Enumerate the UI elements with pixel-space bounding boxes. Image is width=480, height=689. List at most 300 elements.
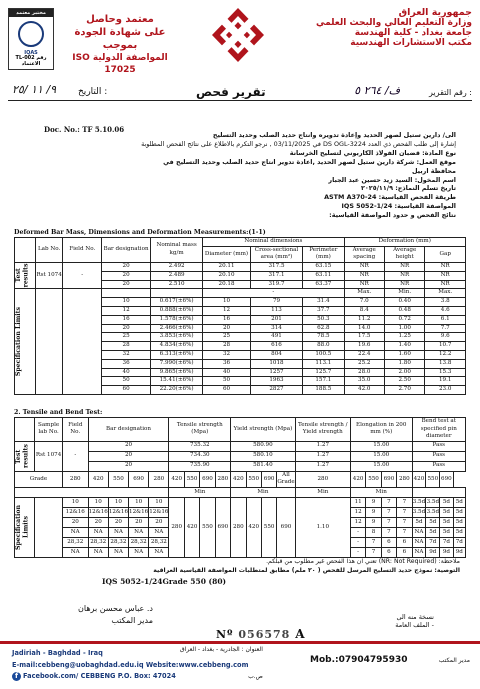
samples-received: تاريخ تسلم النماذج: ٢٠٢٥/١١/٩ [361,184,456,193]
table-cell: 550 [261,497,276,557]
table-cell: Min [295,487,350,497]
table-cell: 25.2 [344,359,384,368]
signatory-title: مدير المكتب [111,616,153,625]
footer-manager-label: مدير المكتب [438,657,470,664]
table-cell: 280 [62,471,88,487]
table-cell: 690 [129,471,149,487]
table-cell: - [350,537,365,547]
dimensions-table [14,237,466,395]
table-cell: 5d [440,497,453,507]
note-nr: ملاحظة: (NR: Not Required) تعني ان هذا الفحص غير مطلوب من قبلكم. [266,558,460,565]
table-cell: 420 [412,471,426,487]
lab-no-cell: Rst 1074 [35,262,62,288]
table-cell: 20 [88,461,169,471]
table-cell: NA [412,527,426,537]
table-cell: 420 [350,471,365,487]
request-ref: إشارة إلى طلب الفحص ذي العدد DS OGL-3224 في 03/11/2025 , نرجو التكرم بالاطلاع على نتائج الفحص المطلوبة [141,139,456,148]
table-cell: 31.4 [303,298,344,307]
table-cell: 23.0 [425,386,466,395]
table-cell: Pass [412,461,465,471]
table-cell: 12&16 [88,507,108,517]
table-cell: 5d [453,527,465,537]
report-number-value: ف/ ٢٦٤ ٥ [354,84,400,97]
table-cell: 1.40 [384,342,424,351]
table-cell: 15.00 [350,441,412,451]
table-cell: 12 [102,306,151,315]
table-row [15,441,466,451]
table-cell: 6.1 [425,315,466,324]
table-cell: 16 [102,315,151,324]
table-cell: 7d [453,537,465,547]
work-site: موقع العمل: شركة دارين ستيل لصهر الحديد ,اعادة تدوير انتاج حديد الصلب وحديد التسليح في محافظة اربيل [163,157,456,175]
table-cell: 7.990(±6%) [150,359,202,368]
table-cell: 2.50 [384,377,424,386]
limits-max: Max. [344,289,384,298]
table-cell [35,497,63,557]
report-number-label: رقم التقرير : [429,88,472,97]
table-cell: 15.00 [350,451,412,461]
table-cell: 804 [250,350,302,359]
table-cell: 36 [203,359,251,368]
table-cell: 7 [381,517,396,527]
side-label-text: Specification Limits [15,307,22,377]
table-cell: 9 [366,517,381,527]
table-cell: 20 [88,451,169,461]
table-cell: 690 [440,471,453,487]
table-cell: 690 [277,497,295,557]
serial-number: Nº 056578 A [216,627,306,641]
table-cell: 4.834(±6%) [150,342,202,351]
footer-facebook[interactable]: f Facebook.com/ CEBBENG P.O. Box: 47024 [12,671,248,683]
table-cell: NR [344,280,384,289]
col-bend-test: Bend test at specified pin diameter [412,418,465,442]
table-cell: NR [425,262,466,271]
table-cell: 2.466(±6%) [150,324,202,333]
table-cell: NA [62,547,88,557]
table-cell: 735.32 [169,441,231,451]
footer-mobile: Mob.:07904795930 [310,655,408,665]
table-cell: 1.60 [384,350,424,359]
table-cell: NR [384,280,424,289]
signatory-name: د. عباس محسن برهان [78,604,153,613]
table-cell: 12&16 [62,507,88,517]
table-cell: 550 [426,471,440,487]
footer [0,641,480,689]
table-cell: 20 [88,517,108,527]
table-cell: 9 [366,507,381,517]
table-cell: 7 [366,547,381,557]
table-cell: 420 [169,471,184,487]
table-cell: 550 [246,471,261,487]
col-area: Cross-sectional area (mm²) [250,246,302,262]
compliance-stamp: IQS 5052-1/24Grade 550 (80) [102,577,227,586]
table-cell: 32 [102,350,151,359]
limits-min: Min. [384,289,424,298]
table-cell: NA [62,527,88,537]
table-cell: 3.5d [426,507,440,517]
table-cell: 25 [102,333,151,342]
table-cell: 37.7 [303,306,344,315]
table-cell: 6 [381,537,396,547]
table-cell: 19.6 [344,342,384,351]
table-cell: 280 [231,497,246,557]
table-cell: 9.865(±6%) [150,368,202,377]
table-cell: 5d [440,527,453,537]
table-cell: 1.27 [295,451,350,461]
table-cell: 317.1 [250,271,302,280]
table-cell: 580.90 [231,441,296,451]
table-cell: 280 [149,471,169,487]
table-cell: 10 [203,298,251,307]
table-cell: NA [88,527,108,537]
table-cell: All Grade [277,471,295,487]
footer-bar [0,641,480,644]
table-cell: 7 [397,497,412,507]
table-cell: 20 [108,517,128,527]
table-cell: Min [231,487,296,497]
test-method: طريقة الفحص القياسية: ASTM A370-24 [324,193,456,202]
table-cell: NA [108,527,128,537]
facebook-icon: f [12,672,21,681]
standard-spec: المواصفة القياسية: IQS 5052-1/24 [341,202,456,211]
grade-row [15,471,466,487]
table-cell: NR [425,271,466,280]
request-info [136,131,456,220]
table-cell: 5d [440,517,453,527]
table-cell: 14.0 [344,324,384,333]
table-cell: 63.37 [303,280,344,289]
table-cell: Min [350,487,412,497]
table-cell: 0.888(±6%) [150,306,202,315]
table-cell: NA [149,527,169,537]
org-line: مكتب الاستشارات الهندسية [350,38,472,48]
table-cell: 88.0 [303,342,344,351]
university-logo-icon [210,6,266,64]
table-cell: NA [88,547,108,557]
org-name-block [307,8,472,48]
table-cell: - [350,527,365,537]
table-cell: 1.27 [295,441,350,451]
footer-email[interactable]: E-mail:cebbeng@uobaghdad.edu.iq Website:www.cebbeng.com [12,660,249,669]
table-cell: 7 [397,517,412,527]
table-cell: 3.5d [412,507,426,517]
table-cell: 1.80 [384,359,424,368]
org-line: وزارة التعليم العالي والبحث العلمي [315,18,472,28]
table-cell: 319.7 [250,280,302,289]
table-cell: 280 [215,471,230,487]
table-cell: 13.8 [425,359,466,368]
table-cell: 5d [453,517,465,527]
table-cell: 7d [426,537,440,547]
field-no-cell: - [63,262,102,288]
col-gap: Gap [425,246,466,262]
table-cell: - [350,547,365,557]
table-cell: 9d [440,547,453,557]
table-cell: 20 [102,262,151,271]
table-cell: 28.0 [344,368,384,377]
table-cell: 1.27 [295,461,350,471]
table-cell: 420 [184,497,199,557]
table-cell: 581.40 [231,461,296,471]
table-cell: 550 [108,471,128,487]
table-cell: 40 [102,368,151,377]
col-yield-strength: Yield strength (Mpa) [231,418,296,442]
table-cell: 550 [366,471,381,487]
table-cell: 28,32 [62,537,88,547]
side-label-text: Test results [15,263,30,288]
accreditation-seal-icon [18,21,44,47]
table-cell: 0.72 [384,315,424,324]
table-cell: 12&16 [129,507,149,517]
table-row [15,262,466,271]
table-cell: 420 [246,497,261,557]
table-cell: 7 [381,507,396,517]
table-cell: 113.1 [303,359,344,368]
accreditation-badge: مختبر معتمد IQAS TL-002 رقم الاعتماد [8,8,54,70]
table-cell: 3.5d [412,497,426,507]
table-cell: 157.1 [303,377,344,386]
table-cell: 10 [149,497,169,507]
table-cell: 550 [200,497,215,557]
table-cell: NA [108,547,128,557]
side-label-spec-limits [15,497,35,557]
material-type: نوع المادة: قضبان الفولاذ الكاربوني لتسليح الخرسانة [289,148,456,157]
table-cell: 40 [203,368,251,377]
table-cell: 280 [397,471,412,487]
table-cell: 7d [440,537,453,547]
table-cell: 7 [381,497,396,507]
table-cell: 20 [149,517,169,527]
table-cell: 22.20(±6%) [150,386,202,395]
limits-blank [63,289,102,395]
limits-dash: - [203,289,344,298]
table-cell: 690 [381,471,396,487]
side-label-spec-limits [15,289,36,395]
table-cell: 63.11 [303,271,344,280]
limits-header-row [15,289,466,298]
table-cell: 20.18 [203,280,251,289]
table-cell: 25 [203,333,251,342]
side-label-test-results [15,441,35,471]
table-cell: 9d [453,547,465,557]
table-cell: 20 [102,271,151,280]
header [0,0,480,75]
table-cell: 60 [102,386,151,395]
table-cell: 5d [412,517,426,527]
table-cell: 32 [203,350,251,359]
table-cell: 20.11 [203,262,251,271]
signature-block [78,604,153,625]
table-header-row [15,238,466,247]
table-cell: 690 [261,471,276,487]
table-cell: 60 [203,386,251,395]
table-cell: 1.25 [384,333,424,342]
table-cell: 5d [426,517,440,527]
table-cell: 50 [203,377,251,386]
table-cell: 12&16 [108,507,128,517]
table-cell: 20 [102,324,151,333]
col-deformation: Deformation (mm) [344,238,465,247]
col-tensile-strength: Tensile strength (Mpa) [169,418,231,442]
side-label-text: Test results [15,444,30,469]
org-line: جامعة بغداد - كلية الهندسة [354,28,472,38]
table-cell: 19.1 [425,377,466,386]
table-cell: 12 [350,507,365,517]
table-cell: 10.7 [425,342,466,351]
table-cell: 50.3 [303,315,344,324]
limits-blank [102,289,151,298]
table-cell: 42.0 [344,386,384,395]
table-cell: 690 [215,497,230,557]
results-heading: نتائج الفحص و حدود المواصفة القياسية: [329,211,456,220]
table-cell [412,487,465,497]
col-bar-designation: Bar designation [88,418,169,442]
table-cell: 8.4 [344,306,384,315]
table-cell: Pass [412,451,465,461]
col-nominal-dimensions: Nominal dimensions [203,238,344,247]
table-cell: 7.7 [425,324,466,333]
table-cell: 63.15 [303,262,344,271]
table-cell: 20.10 [203,271,251,280]
table-cell: 550 [184,471,199,487]
table-cell: 188.5 [303,386,344,395]
limits-max: Max. [425,289,466,298]
col-sample-lab-no: Sample lab No. [35,418,63,442]
table-cell: 1.10 [295,497,350,557]
table-cell: 6 [397,547,412,557]
min-row [15,487,466,497]
table-cell: 580.10 [231,451,296,461]
table-cell: 1.578(±6%) [150,315,202,324]
side-label-text: Specification Limits [15,504,30,550]
footer-address-ar: العنوان : الجادرية - بغداد - العراق ص.ب [180,646,263,680]
table-cell: 15.41(±6%) [150,377,202,386]
table-cell: 3.8 [425,298,466,307]
table-cell: 20 [203,324,251,333]
table-cell: 3.5d [426,497,440,507]
table-cell: 6 [397,537,412,547]
table-cell: 420 [231,471,246,487]
table-cell: 9.6 [425,333,466,342]
tensile-bend-table [14,417,466,558]
table-cell: 2.489 [150,271,202,280]
table-cell: 113 [250,306,302,315]
table-cell: 5d [426,527,440,537]
col-field-no: Field No. [63,238,102,263]
table-cell: 690 [200,471,215,487]
col-ratio: Tensile strength / Yield strength [295,418,350,442]
table-cell: 5d [453,507,465,517]
authorized-person: اسم المخول: السيد زيد حسين عبد الجبار [328,175,456,184]
table-cell: 2.510 [150,280,202,289]
table-cell: NR [344,271,384,280]
col-lab-no: Lab No. [35,238,62,263]
col-nominal-mass: Nominal mass kg/m [150,238,202,263]
table-cell: 50 [102,377,151,386]
limits-blank [35,289,62,395]
footer-city: Jadiriah - Baghdad - Iraq [12,649,103,657]
iso-cert-text: معتمد وحاصل على شهادة الجودة بموجب المواصفة الدولية ISO 17025 [72,14,168,75]
limits-blank [150,289,202,298]
table-cell: 35.0 [344,377,384,386]
table-cell: 7 [397,507,412,517]
table-cell: 6 [381,547,396,557]
table-cell: 28,32 [108,537,128,547]
grade-label: Grade [15,471,63,487]
date-value: ٩/ ١١ /٢٥ [12,83,56,96]
table-cell: 15.00 [350,461,412,471]
table-cell: NR [425,280,466,289]
field-no-cell: - [62,441,88,471]
table-cell: 62.8 [303,324,344,333]
col-field-no: Field No. [62,418,88,442]
table-cell: 20 [88,441,169,451]
table-cell: 616 [250,342,302,351]
table-cell: NA [412,547,426,557]
lab-no-cell: Rst 1074 [35,441,63,471]
table-cell: 10 [102,298,151,307]
table-cell: 1.00 [384,324,424,333]
report-title: تقرير فحص [196,85,266,99]
col-perimeter: Perimeter (mm) [303,246,344,262]
table-cell: 8 [366,527,381,537]
col-avg-height: Average height [384,246,424,262]
table-cell: 10 [108,497,128,507]
table-cell: 12.2 [425,350,466,359]
table-cell: 280 [169,497,184,557]
table-cell [15,487,169,497]
table-cell: 28,32 [88,537,108,547]
table-cell: 1963 [250,377,302,386]
table-cell: 10 [88,497,108,507]
table-cell: 734.30 [169,451,231,461]
table-cell: 20 [62,517,88,527]
doc-number: Doc. No.: TF 5.10.06 [44,125,125,134]
accreditation-mark: IQAS [24,50,38,56]
table-cell: 7.0 [344,298,384,307]
recommendation: التوصية: نموذج حديد التسليح المرسل للفحص ( ٢٠ ملم) مطابق لمتطلبات المواصفة القياسية العراقية [153,567,460,574]
table-cell: 100.5 [303,350,344,359]
table-cell: 7 [366,537,381,547]
table-cell: 314 [250,324,302,333]
table-cell: 11 [350,497,365,507]
table-cell: 12 [203,306,251,315]
table-cell: 12 [350,517,365,527]
copy-to: نسخة منه الى - الملف العامة [395,613,434,629]
table-cell: 10 [129,497,149,507]
table-cell: 28,32 [129,537,149,547]
table-cell: 1257 [250,368,302,377]
date-label: التاريخ : [78,87,108,97]
table-cell: NA [129,527,149,537]
table-cell: 3.853(±6%) [150,333,202,342]
table-cell: 79 [250,298,302,307]
side-label-test-results [15,262,36,288]
table-cell: 317.5 [250,262,302,271]
table-cell: 4.6 [425,306,466,315]
table-cell: 7 [381,527,396,537]
table-cell: 12&16 [149,507,169,517]
table-cell: 20 [102,280,151,289]
table-cell: 0.617(±6%) [150,298,202,307]
table-cell: 10 [62,497,88,507]
table-cell: 420 [88,471,108,487]
table-cell: NR [384,262,424,271]
col-avg-spacing: Average spacing [344,246,384,262]
table-cell: 6.313(±6%) [150,350,202,359]
table-cell: 1018 [250,359,302,368]
section-1-title: Deformed Bar Mass, Dimensions and Deformation Measurements:(1-1) [14,229,266,236]
